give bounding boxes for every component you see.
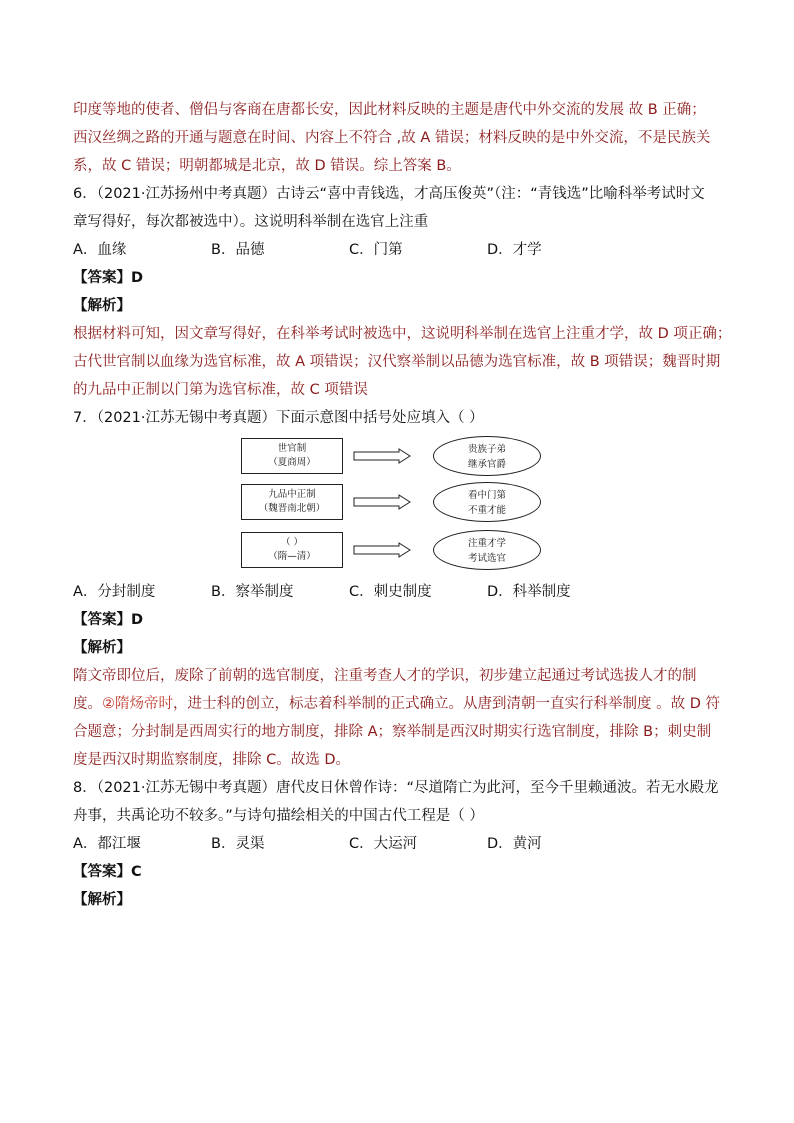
q6-stem-line-2: 章写得好，每次都被选中）。这说明科举制在选官上注重 <box>73 214 429 230</box>
q7-analysis-highlight: ②隋炀帝时 <box>102 696 173 712</box>
diagram-arrow-1 <box>353 448 411 464</box>
q8-option-a: A．都江堰 <box>73 836 141 852</box>
q7-analysis-line-2 <box>73 690 723 718</box>
diagram-box-1-title: 世官制 <box>277 443 307 454</box>
q8-stem-line-2: 舟事，共禹论功不较多。”与诗句描绘相关的中国古代工程是（ ） <box>73 808 484 824</box>
q6-option-b: B．品德 <box>211 242 265 258</box>
continuation-line-3: 系，故 C 错误；明朝都城是北京，故 D 错误。综上答案 B。 <box>73 158 461 174</box>
q6-options <box>73 236 723 264</box>
diagram-box-2-period: （魏晋南北朝） <box>258 503 326 514</box>
document-page <box>73 96 732 914</box>
diagram-oval-1-line-2: 继承官爵 <box>467 459 506 470</box>
diagram-box-1-period: （夏商周） <box>268 457 316 468</box>
q7-stem: 7．（2021·江苏无锡中考真题）下面示意图中括号处应填入（ ） <box>73 410 484 426</box>
q6-option-c: C．门第 <box>349 242 403 258</box>
diagram-oval-3 <box>433 530 541 570</box>
diagram-box-3 <box>241 532 343 568</box>
diagram-oval-3-line-1: 注重才学 <box>467 538 506 549</box>
q7-analysis-label: 【解析】 <box>73 640 131 656</box>
diagram-arrow-2 <box>353 494 411 510</box>
q7-option-c: C．刺史制度 <box>349 584 432 600</box>
diagram-oval-2 <box>433 482 541 522</box>
q6-analysis-label: 【解析】 <box>73 298 131 314</box>
diagram-oval-2-line-2: 不重才能 <box>467 505 506 516</box>
diagram-box-2 <box>241 484 343 520</box>
q6-answer: 【答案】D <box>73 270 144 286</box>
q7-options <box>73 578 723 606</box>
q8-analysis-label: 【解析】 <box>73 892 131 908</box>
q7-option-a: A．分封制度 <box>73 584 156 600</box>
diagram-box-2-title: 九品中正制 <box>268 489 316 500</box>
continuation-line-1: 印度等地的使者、僧侣与客商在唐都长安，因此材料反映的主题是唐代中外交流的发展 故 B 正确； <box>73 102 706 118</box>
q7-analysis-line-1: 隋文帝即位后，废除了前朝的选官制度，注重考查人才的学识，初步建立起通过考试选拔人才的制 <box>73 668 697 684</box>
q6-option-a: A．血缘 <box>73 242 127 258</box>
diagram-oval-2-line-1: 看中门第 <box>467 490 506 501</box>
diagram-box-3-period: （隋—清） <box>268 551 316 562</box>
q6-analysis-line-3: 的九品中正制以门第为选官标准，故 C 项错误 <box>73 382 368 398</box>
continuation-line-2: 西汉丝绸之路的开通与题意在时间、内容上不符合 ,故 A 错误；材料反映的是中外交流，不是民族关 <box>73 130 711 146</box>
q8-answer: 【答案】C <box>73 864 142 880</box>
diagram-oval-3-line-2: 考试选官 <box>467 553 506 564</box>
q7-analysis-line-4: 度是西汉时期监察制度，排除 C。故选 D。 <box>73 752 351 768</box>
diagram-box-1 <box>241 438 343 474</box>
q6-option-d: D．才学 <box>487 242 542 258</box>
q8-option-d: D．黄河 <box>487 836 542 852</box>
q8-option-c: C．大运河 <box>349 836 418 852</box>
diagram-oval-1-line-1: 贵族子弟 <box>467 444 506 455</box>
q7-option-d: D．科举制度 <box>487 584 571 600</box>
q7-diagram <box>73 436 723 574</box>
q6-analysis-line-1: 根据材料可知，因文章写得好，在科举考试时被选中，这说明科举制在选官上注重才学，故 D 项正确； <box>73 326 732 342</box>
diagram-oval-1 <box>433 436 541 476</box>
q7-analysis-line-2-start: 度。 <box>73 696 102 712</box>
diagram-arrow-3 <box>353 542 411 558</box>
q7-analysis-line-3: 合题意；分封制是西周实行的地方制度，排除 A；察举制是西汉时期实行选官制度，排除 B；刺史制 <box>73 724 712 740</box>
q7-analysis-line-2-end: ，进士科的创立，标志着科举制的正式确立。从唐到清朝一直实行科举制度 。故 D 符 <box>173 696 720 712</box>
q8-option-b: B．灵渠 <box>211 836 265 852</box>
q8-options <box>73 830 723 858</box>
q6-stem-line-1: 6．（2021·江苏扬州中考真题）古诗云“喜中青钱选，才高压俊英”（注：“青钱选”比喻科举考试时文 <box>73 186 705 202</box>
q7-option-b: B．察举制度 <box>211 584 294 600</box>
diagram-box-3-blank: （ ） <box>280 537 304 548</box>
q8-stem-line-1: 8．（2021·江苏无锡中考真题）唐代皮日休曾作诗：“尽道隋亡为此河，至今千里赖通波。若无水殿龙 <box>73 780 719 796</box>
q7-answer: 【答案】D <box>73 612 144 628</box>
q6-analysis-line-2: 古代世官制以血缘为选官标准，故 A 项错误；汉代察举制以品德为选官标准，故 B 项错误；魏晋时期 <box>73 354 721 370</box>
